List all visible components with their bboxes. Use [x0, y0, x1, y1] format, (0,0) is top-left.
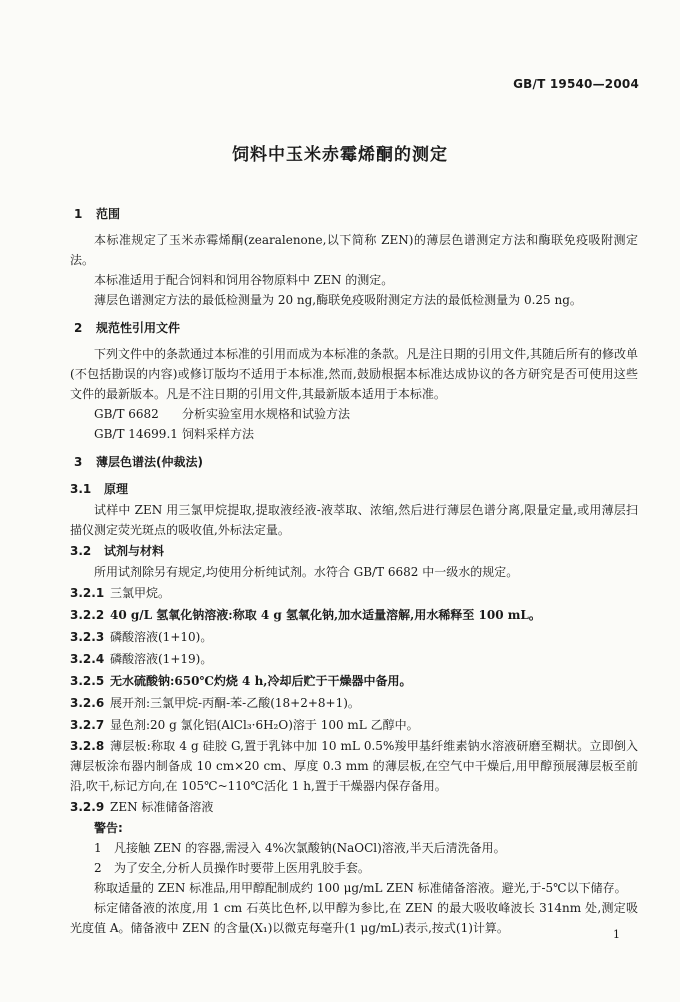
list-item: 3.2.2 40 g/L 氢氧化钠溶液:称取 4 g 氢氧化钠,加水适量溶解,用水稀释至 100 mL。: [70, 608, 541, 622]
list-item: 3.2.3 磷酸溶液(1+10)。: [70, 630, 213, 644]
document-body: [70, 200, 638, 938]
list-item: 3.2.6 展开剂:三氯甲烷-丙酮-苯-乙酸(18+2+8+1)。: [70, 696, 360, 710]
list-item-3-2-9: 3.2.9 ZEN 标准储备溶液: [70, 800, 214, 814]
section-1-paragraph-1: 本标准规定了玉米赤霉烯酮(zearalenone,以下简称 ZEN)的薄层色谱测定方法和酶联免疫吸附测定法。: [70, 233, 638, 267]
section-3-1-heading: 3.1 原理: [70, 482, 129, 496]
standard-code: GB/T 19540—2004: [513, 77, 639, 91]
section-3-1-paragraph: 试样中 ZEN 用三氯甲烷提取,提取液经液-液萃取、浓缩,然后进行薄层色谱分离,限量定量,或用薄层扫描仪测定荧光斑点的吸收值,外标法定量。: [70, 503, 638, 537]
section-3-heading: 3 薄层色谱法(仲裁法): [74, 455, 203, 469]
list-item: 3.2.1 三氯甲烷。: [70, 586, 171, 600]
reference-item: GB/T 6682 分析实验室用水规格和试验方法: [94, 407, 351, 421]
reference-item: GB/T 14699.1 饲料采样方法: [94, 427, 255, 441]
list-item: 3.2.5 无水硫酸钠:650℃灼烧 4 h,冷却后贮于干燥器中备用。: [70, 674, 412, 688]
list-item: 3.2.7 显色剂:20 g 氯化铝(AlCl₃·6H₂O)溶于 100 mL 乙醇中。: [70, 718, 419, 732]
section-1-heading: 1 范围: [74, 207, 121, 221]
document-title: 饲料中玉米赤霉烯酮的测定: [232, 145, 448, 165]
section-3-2-heading: 3.2 试剂与材料: [70, 544, 165, 558]
section-1-paragraph-3: 薄层色谱测定方法的最低检测量为 20 ng,酶联免疫吸附测定方法的最低检测量为 0.25 ng。: [94, 293, 582, 307]
stock-solution-paragraph-1: 称取适量的 ZEN 标准品,用甲醇配制成约 100 μg/mL ZEN 标准储备溶液。避光,于-5℃以下储存。: [94, 881, 627, 895]
section-3-2-paragraph: 所用试剂除另有规定,均使用分析纯试剂。水符合 GB/T 6682 中一级水的规定。: [94, 565, 519, 579]
warning-label: 警告:: [94, 821, 123, 835]
stock-solution-paragraph-2: 标定储备液的浓度,用 1 cm 石英比色杯,以甲醇为参比,在 ZEN 的最大吸收峰波长 314nm 处,测定吸光度值 A。储备液中 ZEN 的含量(X₁)以微克每毫升(1 μg/mL)表示,按式(1)计算。: [70, 901, 638, 935]
page-number: 1: [613, 928, 620, 941]
section-1-paragraph-2: 本标准适用于配合饲料和饲用谷物原料中 ZEN 的测定。: [94, 273, 394, 287]
list-item: 3.2.4 磷酸溶液(1+19)。: [70, 652, 213, 666]
warning-item: 1 凡接触 ZEN 的容器,需浸入 4%次氯酸钠(NaOCl)溶液,半天后清洗备用。: [94, 841, 506, 855]
section-2-heading: 2 规范性引用文件: [74, 321, 181, 335]
section-2-paragraph-1: 下列文件中的条款通过本标准的引用而成为本标准的条款。凡是注日期的引用文件,其随后所有的修改单(不包括勘误的内容)或修订版均不适用于本标准,然而,鼓励根据本标准达成协议的各方研究是否可使用这些文件的最新版本。凡是不注日期的引用文件,其最新版本适用于本标准。: [70, 347, 638, 401]
warning-item: 2 为了安全,分析人员操作时要带上医用乳胶手套。: [94, 861, 370, 875]
list-item-3-2-8: 3.2.8 薄层板:称取 4 g 硅胶 G,置于乳钵中加 10 mL 0.5%羧甲基纤维素钠水溶液研磨至糊状。立即倒入薄层板涂布器内制备成 10 cm×20 cm、厚度 0.3 mm 的薄层板,在空气中干燥后,用甲醇预展薄层板至前沿,吹干,标记方向,在 105℃~110℃活化 1 h,置于干燥器内保存备用。: [70, 739, 638, 793]
